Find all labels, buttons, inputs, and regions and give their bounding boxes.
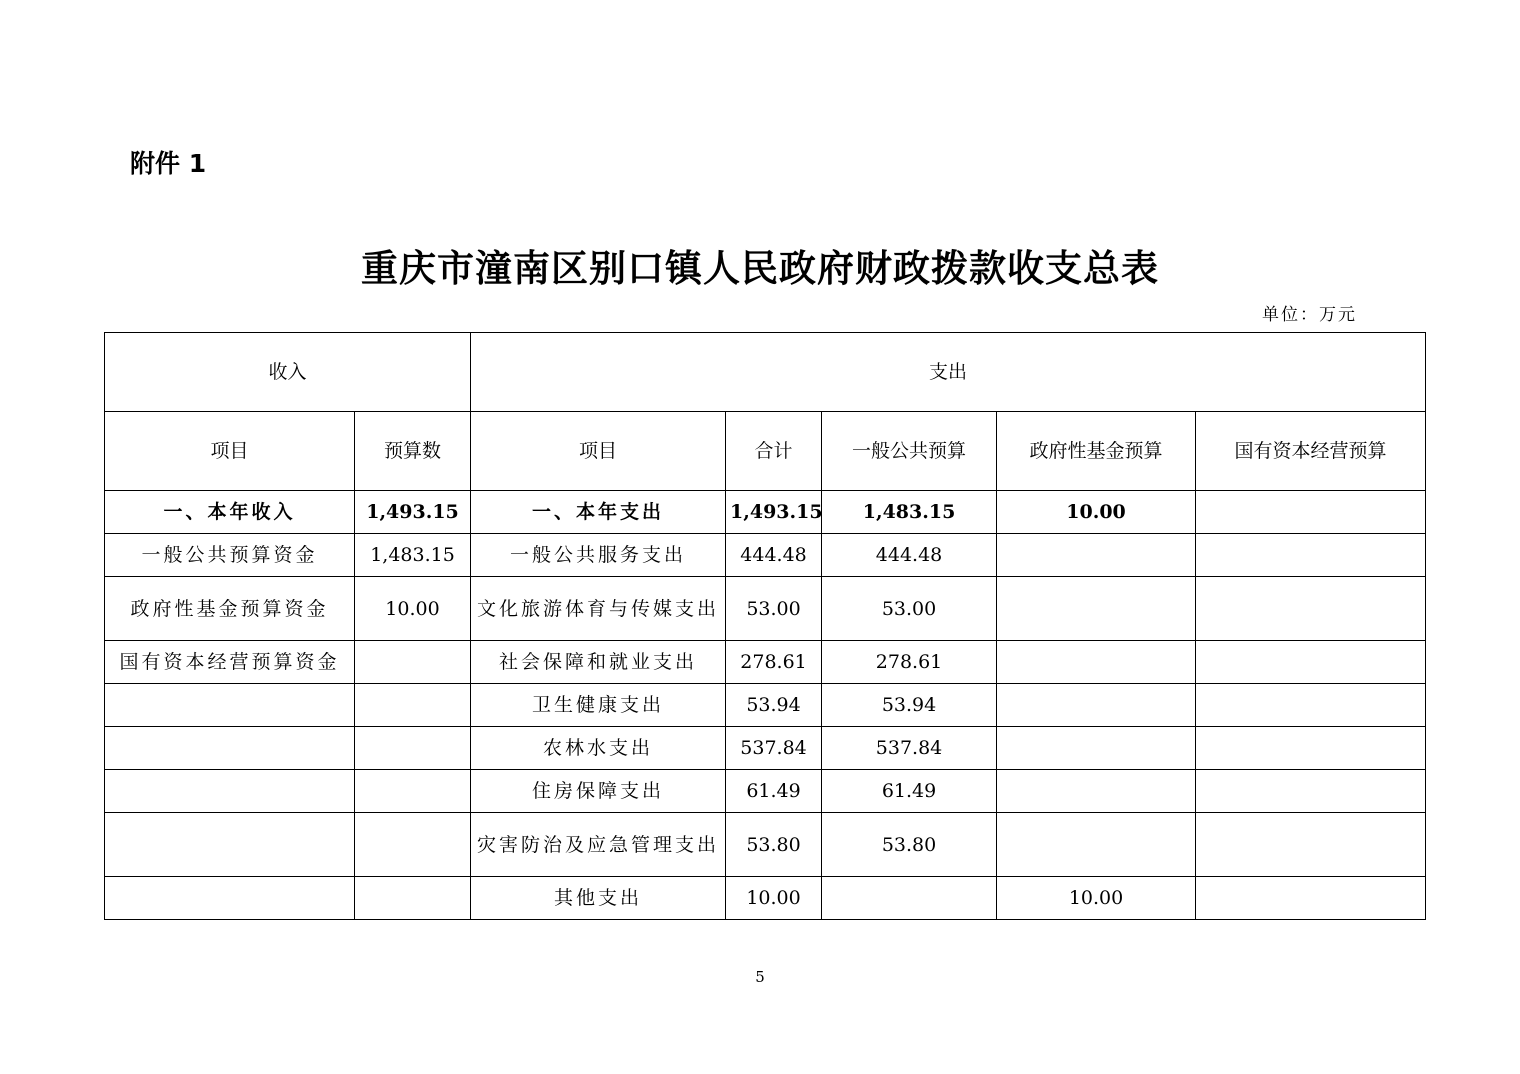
income-item [105,770,355,813]
table-row [105,770,1426,813]
expenditure-item: 社会保障和就业支出 [471,641,726,684]
general-budget-amount: 444.48 [822,534,997,577]
income-amount [355,877,471,920]
income-item-header: 项目 [105,412,355,491]
state-capital-amount [1196,641,1426,684]
gov-fund-amount [997,684,1196,727]
expenditure-item: 农林水支出 [471,727,726,770]
table-row [105,684,1426,727]
exp-item-header: 项目 [471,412,726,491]
gov-fund-amount [997,641,1196,684]
income-item: 一般公共预算资金 [105,534,355,577]
table-header-row [105,333,1426,412]
expenditure-item: 卫生健康支出 [471,684,726,727]
general-budget-header: 一般公共预算 [822,412,997,491]
total-amount: 10.00 [726,877,822,920]
table-subheader-row [105,412,1426,491]
total-amount: 278.61 [726,641,822,684]
gov-fund-amount [997,770,1196,813]
state-capital-amount [1196,577,1426,641]
general-budget-amount: 53.00 [822,577,997,641]
expenditure-item: 一、本年支出 [471,491,726,534]
income-amount [355,684,471,727]
table-row [105,577,1426,641]
gov-fund-amount [997,727,1196,770]
state-capital-header: 国有资本经营预算 [1196,412,1426,491]
state-capital-amount [1196,684,1426,727]
state-capital-amount [1196,877,1426,920]
expenditure-header: 支出 [471,333,1426,412]
state-capital-amount [1196,770,1426,813]
expenditure-item: 其他支出 [471,877,726,920]
table-row [105,877,1426,920]
gov-fund-amount [997,534,1196,577]
income-item: 国有资本经营预算资金 [105,641,355,684]
income-amount: 1,483.15 [355,534,471,577]
income-amount [355,813,471,877]
table-row [105,534,1426,577]
gov-fund-amount: 10.00 [997,877,1196,920]
income-budget-header: 预算数 [355,412,471,491]
general-budget-amount: 53.80 [822,813,997,877]
table-row [105,641,1426,684]
income-item: 政府性基金预算资金 [105,577,355,641]
total-header: 合计 [726,412,822,491]
gov-fund-amount [997,577,1196,641]
income-amount [355,727,471,770]
expenditure-item: 一般公共服务支出 [471,534,726,577]
income-amount [355,641,471,684]
total-amount: 53.00 [726,577,822,641]
table-row [105,727,1426,770]
gov-fund-amount [997,813,1196,877]
total-amount: 61.49 [726,770,822,813]
total-amount: 53.94 [726,684,822,727]
income-header: 收入 [105,333,471,412]
general-budget-amount [822,877,997,920]
budget-summary-table [104,332,1426,920]
income-item [105,813,355,877]
income-item [105,684,355,727]
income-item [105,727,355,770]
unit-label: 单位：万元 [1262,305,1357,325]
state-capital-amount [1196,727,1426,770]
gov-fund-amount: 10.00 [997,491,1196,534]
page-number: 5 [755,968,765,986]
state-capital-amount [1196,491,1426,534]
table-row [105,813,1426,877]
state-capital-amount [1196,534,1426,577]
income-amount: 10.00 [355,577,471,641]
income-amount: 1,493.15 [355,491,471,534]
total-amount: 53.80 [726,813,822,877]
income-item [105,877,355,920]
total-amount: 537.84 [726,727,822,770]
general-budget-amount: 537.84 [822,727,997,770]
income-item: 一、本年收入 [105,491,355,534]
general-budget-amount: 1,483.15 [822,491,997,534]
attachment-label: 附件 1 [130,149,207,178]
state-capital-amount [1196,813,1426,877]
gov-fund-header: 政府性基金预算 [997,412,1196,491]
table-row [105,491,1426,534]
page-title: 重庆市潼南区别口镇人民政府财政拨款收支总表 [361,247,1159,290]
expenditure-item: 灾害防治及应急管理支出 [471,813,726,877]
general-budget-amount: 61.49 [822,770,997,813]
income-amount [355,770,471,813]
general-budget-amount: 278.61 [822,641,997,684]
general-budget-amount: 53.94 [822,684,997,727]
expenditure-item: 住房保障支出 [471,770,726,813]
total-amount: 444.48 [726,534,822,577]
expenditure-item: 文化旅游体育与传媒支出 [471,577,726,641]
total-amount: 1,493.15 [726,491,822,534]
